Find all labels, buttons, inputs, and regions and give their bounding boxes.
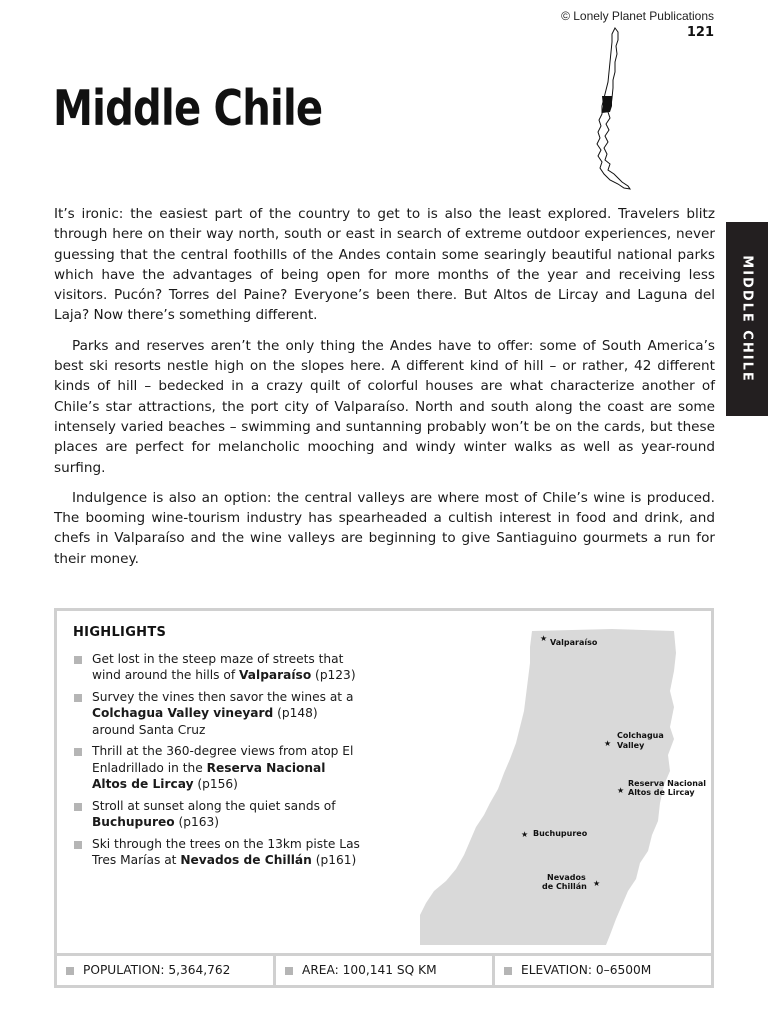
intro-paragraph-1: It’s ironic: the easiest part of the country to get to is also the least explored. Travelers blitz through here on their way north, south or east in search of extreme outdoor experiences, never guessing that the central foothills of the Andes contain some searingly beautiful national parks which have the advantages of being open for more months of the year and receiving less visitors. Pucón? Torres del Paine? Everyone’s been there. But Altos de Lircay and Laguna del Laja? Now there’s something different. [54, 206, 715, 324]
star-icon: ★ [540, 634, 548, 643]
map-label-valparaiso: Valparaíso [550, 638, 598, 647]
square-bullet-icon [74, 803, 82, 811]
map-label-colchagua: Colchagua [617, 731, 664, 740]
stat-elevation: ELEVATION: 0–6500M [492, 956, 711, 985]
highlights-content [57, 611, 711, 953]
square-bullet-icon [285, 967, 293, 975]
star-icon: ★ [521, 830, 529, 839]
page-title: Middle Chile [53, 80, 323, 137]
intro-paragraph-3: Indulgence is also an option: the central valleys are where most of Chile’s wine is produced. The booming wine-tourism industry has spearheaded a cultish interest in food and drink, and chefs in Valparaíso and the wine valleys are beginning to give Santiaguino gourmets a run for their money. [54, 489, 715, 567]
map-label-lircay: Reserva Nacional [628, 779, 707, 788]
map-label-chillan: de Chillán [542, 882, 587, 891]
highlight-place: Reserva Nacional Altos de Lircay [92, 760, 326, 792]
square-bullet-icon [74, 694, 82, 702]
highlight-place: Buchupureo [92, 815, 175, 830]
highlight-item: Thrill at the 360-degree views from atop El Enladrillado in the Reserva Nacional Altos de Lircay (p156) [73, 743, 363, 792]
side-tab-label: MIDDLE CHILE [739, 255, 755, 383]
intro-paragraph-2: Parks and reserves aren’t the only thing the Andes have to offer: some of South America’s best ski resorts nestle high on the slopes here. A different kind of hill – or rather, 42 different kinds of hill – bedecked in a crazy quilt of colorful houses are what characterize another of Chile’s star attractions, the port city of Valparaíso. North and south along the coast are some intensely varied beaches – swimming and suntanning probably won’t be on the cards, but these places are perfect for melancholic mooching and windy winter walks as well as year-round surfing. [54, 337, 715, 476]
highlight-place: Valparaíso [239, 668, 312, 683]
chile-locator-map [588, 26, 634, 190]
map-label-colchagua: Valley [617, 741, 645, 750]
map-label-chillan: Nevados [547, 873, 586, 882]
stats-bar [57, 953, 711, 985]
section-side-tab [726, 222, 768, 416]
stat-area: AREA: 100,141 SQ KM [273, 956, 492, 985]
star-icon: ★ [593, 879, 601, 888]
map-label-buchupureo: Buchupureo [533, 829, 588, 838]
star-icon: ★ [617, 786, 625, 795]
highlights-region-map [412, 623, 712, 948]
square-bullet-icon [74, 748, 82, 756]
highlights-title: HIGHLIGHTS [73, 625, 167, 640]
highlight-item: Survey the vines then savor the wines at a Colchagua Valley vineyard (p148) around Santa Cruz [73, 689, 363, 738]
square-bullet-icon [66, 967, 74, 975]
highlight-place: Colchagua Valley vineyard [92, 706, 274, 721]
highlight-item: Ski through the trees on the 13km piste Las Tres Marías at Nevados de Chillán (p161) [73, 836, 363, 869]
highlight-item: Stroll at sunset along the quiet sands of Buchupureo (p163) [73, 798, 363, 831]
highlights-box [54, 608, 714, 988]
stat-population: POPULATION: 5,364,762 [57, 956, 273, 985]
star-icon: ★ [604, 739, 612, 748]
copyright-notice: © Lonely Planet Publications [561, 9, 714, 23]
chile-outline [597, 28, 630, 189]
intro-text [54, 204, 715, 579]
map-label-lircay: Altos de Lircay [628, 788, 695, 797]
highlight-place: Nevados de Chillán [180, 853, 312, 868]
middle-chile-highlight [602, 96, 612, 113]
square-bullet-icon [504, 967, 512, 975]
highlights-list [73, 651, 363, 874]
square-bullet-icon [74, 656, 82, 664]
square-bullet-icon [74, 841, 82, 849]
highlight-item: Get lost in the steep maze of streets that wind around the hills of Valparaíso (p123) [73, 651, 363, 684]
page-number: 121 [686, 25, 714, 40]
